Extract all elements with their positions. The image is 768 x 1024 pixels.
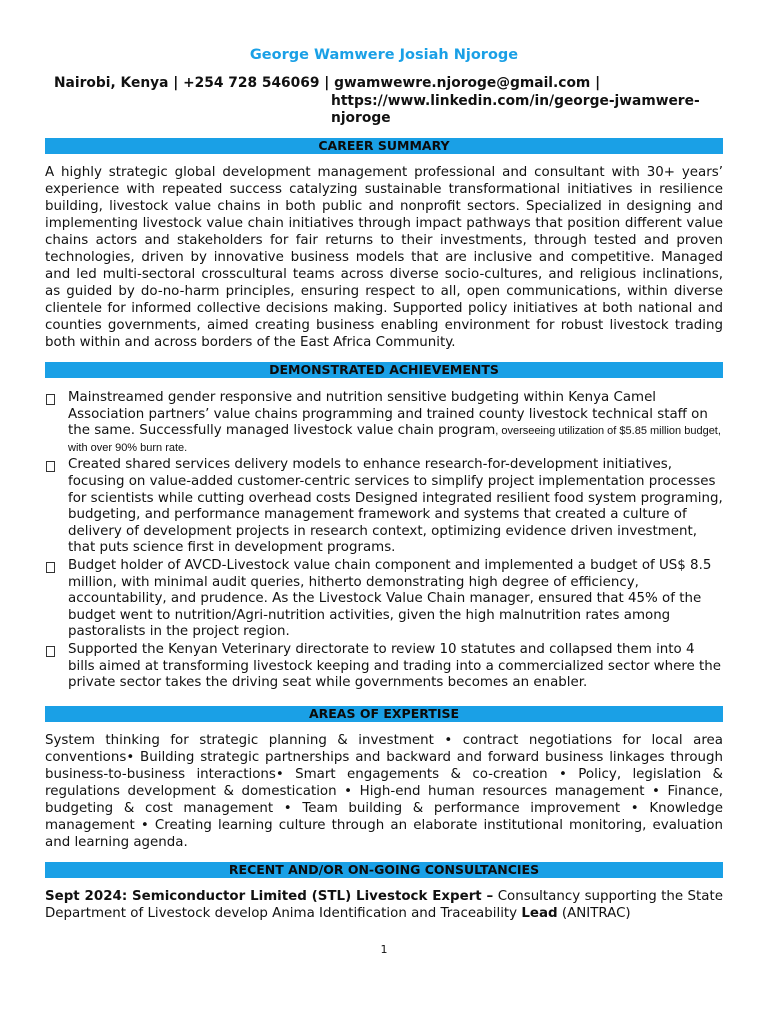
expertise-heading: AREAS OF EXPERTISE: [45, 706, 723, 722]
page-number: 1: [380, 943, 388, 956]
bullet-box-icon: [46, 461, 55, 472]
consultancy-text: Consultancy supporting the State Department of Livestock develop Anima Identification and Traceability: [45, 889, 723, 921]
linkedin-url[interactable]: https://www.linkedin.com/in/george-jwamwere-: [331, 92, 700, 109]
expertise-text: System thinking for strategic planning & investment • contract negotiations for local area conventions• Building strategic partnerships and backward and forward business linkages through business-to-business interactions• Smart engagements & co-creation • Policy, legislation & regulations development & domestication • High-end human resources management • Finance, budgeting & cost management • Team building & performance improvement • Knowledge management • Creating learning culture through an elaborate institutional monitoring, evaluation and learning agenda.: [45, 733, 723, 850]
contact-info: [54, 75, 714, 128]
achievements-list: [45, 390, 723, 693]
consultancy-text-end: (ANITRAC): [557, 906, 631, 921]
list-item: [45, 558, 723, 641]
bullet-box-icon: [46, 394, 55, 405]
career-summary-heading: CAREER SUMMARY: [45, 138, 723, 154]
consultancy-entry: [45, 888, 723, 922]
contact-line-1: Nairobi, Kenya | +254 728 546069 | gwamwewre.njoroge@gmail.com |: [54, 75, 601, 91]
bullet-box-icon: [46, 562, 55, 573]
achievement-note: , overseeing utilization of $5.85 million budget, with over 90% burn rate.: [68, 425, 721, 454]
achievement-text: Created shared services delivery models to enhance research-for-development initiatives, focusing on value-added customer-centric services to simplify project implementation processes for scientists while cutting overhead costs Designed integrated resilient food system programing, budgeting, and performance management framework and systems that created a culture of delivery of development projects in research context, optimizing evidence driven investment, that puts science first in development programs.: [68, 457, 723, 556]
consultancy-title: Sept 2024: Semiconductor Limited (STL) Livestock Expert –: [45, 889, 494, 904]
achievement-text: Supported the Kenyan Veterinary directorate to review 10 statutes and collapsed them into 4 bills aimed at transforming livestock keeping and trading into a commercialized sector where the private sector takes the driving seat while governments becomes an enabler.: [68, 641, 722, 691]
achievement-text: Mainstreamed gender responsive and nutrition sensitive budgeting within Kenya Camel Association partners’ value chains programming and trained county livestock technical staff on the same. Successfully managed livestock value chain program: [68, 390, 708, 439]
career-summary-text: A highly strategic global development management professional and consultant with 30+ years’ experience with repeated success catalyzing sustainable transformational initiatives in resilience building, livestock value chains in both public and nonprofit sectors. Specialized in designing and implementing livestock value chain initiatives through impact pathways that position different value chains actors and stakeholders for fair returns to their investments, through tested and proven technologies, driven by innovative business models that are inclusive and competitive. Managed and led multi-sectoral crosscultural teams across diverse socio-cultures, and religious inclinations, as guided by do-no-harm principles, ensuring respect to all, open communications, within diverse clientele for informed collective decisions making. Supported policy initiatives at both national and counties governments, aimed creating business enabling environment for robust livestock trading both within and across borders of the East Africa Community.: [45, 165, 723, 350]
list-item: [45, 390, 723, 456]
linkedin-url-continued[interactable]: njoroge: [331, 110, 391, 126]
achievements-heading: DEMONSTRATED ACHIEVEMENTS: [45, 362, 723, 378]
list-item: [45, 457, 723, 557]
achievement-text: Budget holder of AVCD-Livestock value chain component and implemented a budget of US$ 8.5 million, with minimal audit queries, hitherto demonstrating high degree of efficiency, accountability, and prudence. As the Livestock Value Chain manager, ensured that 45% of the budget went to nutrition/Agri-nutrition activities, given the high malnutrition rates among pastoralists in the project region.: [68, 557, 712, 640]
candidate-name: George Wamwere Josiah Njoroge: [249, 47, 519, 63]
consultancy-lead: Lead: [521, 906, 558, 921]
bullet-box-icon: [46, 646, 55, 657]
list-item: [45, 642, 723, 692]
consultancies-heading: RECENT AND/OR ON-GOING CONSULTANCIES: [45, 862, 723, 878]
